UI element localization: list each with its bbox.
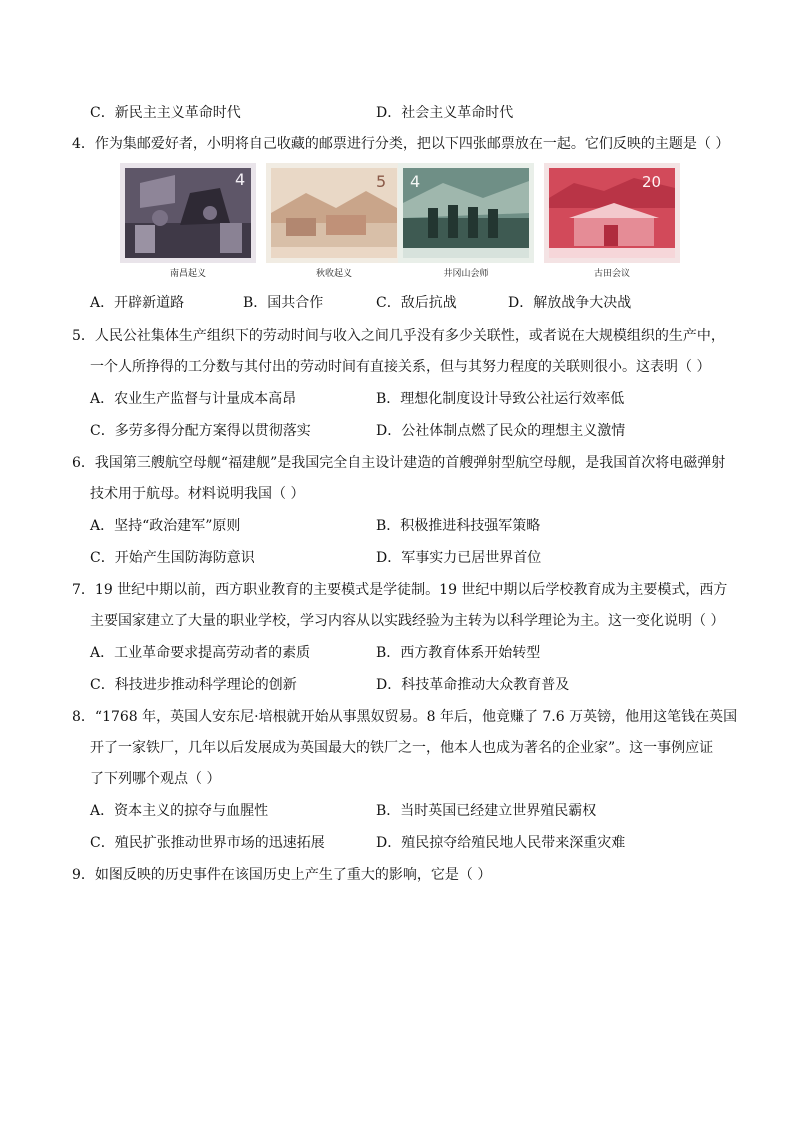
- nanchang-uprising-stamp-image: [120, 163, 256, 263]
- stamp-caption-nanchang: 南昌起义: [169, 269, 206, 279]
- q8-stem-line-1: 8．“1768 年，英国人安东尼·培根就开始从事黑奴贸易。8 年后，他竟赚了 7.6 万英镑，他用这笔钱在英国: [72, 709, 738, 725]
- stamp-caption-jinggangshan: 井冈山会师: [443, 269, 489, 279]
- q6-option-c: C．开始产生国防海防意识: [90, 550, 255, 566]
- q5-stem-line-2: 一个人所挣得的工分数与其付出的劳动时间有直接关系，但与其努力程度的关联则很小。这表明（ ）: [90, 359, 711, 375]
- q6-stem-line-1: 6．我国第三艘航空母舰“福建舰”是我国完全自主设计建造的首艘弹射型航空母舰，是我国首次将电磁弹射: [72, 455, 726, 471]
- q7-option-c: C．科技进步推动科学理论的创新: [90, 677, 297, 693]
- q6-stem-line-2: 技术用于航母。材料说明我国（ ）: [90, 486, 305, 502]
- q9-stem: 9．如图反映的历史事件在该国历史上产生了重大的影响，它是（ ）: [72, 867, 492, 883]
- q8-option-b: B．当时英国已经建立世界殖民霸权: [376, 803, 597, 819]
- q8-option-a: A．资本主义的掠夺与血腥性: [90, 803, 269, 819]
- q4-option-b: B．国共合作: [243, 295, 324, 311]
- stamp-denomination: 4: [410, 172, 421, 191]
- q4-option-a: A．开辟新道路: [90, 295, 185, 311]
- q8-stem-line-2: 开了一家铁厂，几年以后发展成为英国最大的铁厂之一，他本人也成为著名的企业家”。这一事例应证: [90, 740, 714, 756]
- q7-option-d: D．科技革命推动大众教育普及: [376, 677, 570, 693]
- q8-option-c: C．殖民扩张推动世界市场的迅速拓展: [90, 835, 325, 851]
- q4-option-d: D．解放战争大决战: [508, 295, 632, 311]
- stamp-denomination: 4: [235, 170, 246, 189]
- q8-stem-line-3: 了下列哪个观点（ ）: [90, 771, 221, 787]
- q5-stem-line-1: 5．人民公社集体生产组织下的劳动时间与收入之间几乎没有多少关联性，或者说在大规模组织的生产中，: [72, 328, 725, 344]
- q4-stamp-row: [120, 163, 680, 283]
- q5-option-b: B．理想化制度设计导致公社运行效率低: [376, 391, 625, 407]
- stamp-caption-autumn-harvest: 秋收起义: [315, 269, 352, 279]
- stamp-denomination: 5: [376, 172, 387, 191]
- q6-option-d: D．军事实力已居世界首位: [376, 550, 542, 566]
- q5-option-c: C．多劳多得分配方案得以贯彻落实: [90, 423, 311, 439]
- q4-stem: 4．作为集邮爱好者，小明将自己收藏的邮票进行分类，把以下四张邮票放在一起。它们反映的主题是（ ）: [72, 136, 730, 152]
- autumn-harvest-uprising-stamp-image: [266, 163, 402, 263]
- q7-stem-line-2: 主要国家建立了大量的职业学校，学习内容从以实践经验为主转为以科学理论为主。这一变化说明（ ）: [90, 613, 725, 629]
- q5-option-a: A．农业生产监督与计量成本高昂: [90, 391, 297, 407]
- q4-option-c: C．敌后抗战: [376, 295, 457, 311]
- q6-option-b: B．积极推进科技强军策略: [376, 518, 541, 534]
- gutian-meeting-stamp-image: [544, 163, 680, 263]
- q5-option-d: D．公社体制点燃了民众的理想主义激情: [376, 423, 626, 439]
- q8-option-d: D．殖民掠夺给殖民地人民带来深重灾难: [376, 835, 626, 851]
- q3-option-c: C．新民主主义革命时代: [90, 105, 241, 121]
- q7-option-b: B．西方教育体系开始转型: [376, 645, 541, 661]
- q6-option-a: A．坚持“政治建军”原则: [90, 518, 241, 534]
- jinggangshan-meeting-stamp-image: [398, 163, 534, 263]
- stamp-caption-gutian: 古田会议: [593, 269, 630, 279]
- q7-stem-line-1: 7．19 世纪中期以前，西方职业教育的主要模式是学徒制。19 世纪中期以后学校教育成为主要模式，西方: [72, 582, 728, 598]
- q3-option-d: D．社会主义革命时代: [376, 105, 514, 121]
- q7-option-a: A．工业革命要求提高劳动者的素质: [90, 645, 311, 661]
- stamp-denomination: 20: [642, 173, 662, 191]
